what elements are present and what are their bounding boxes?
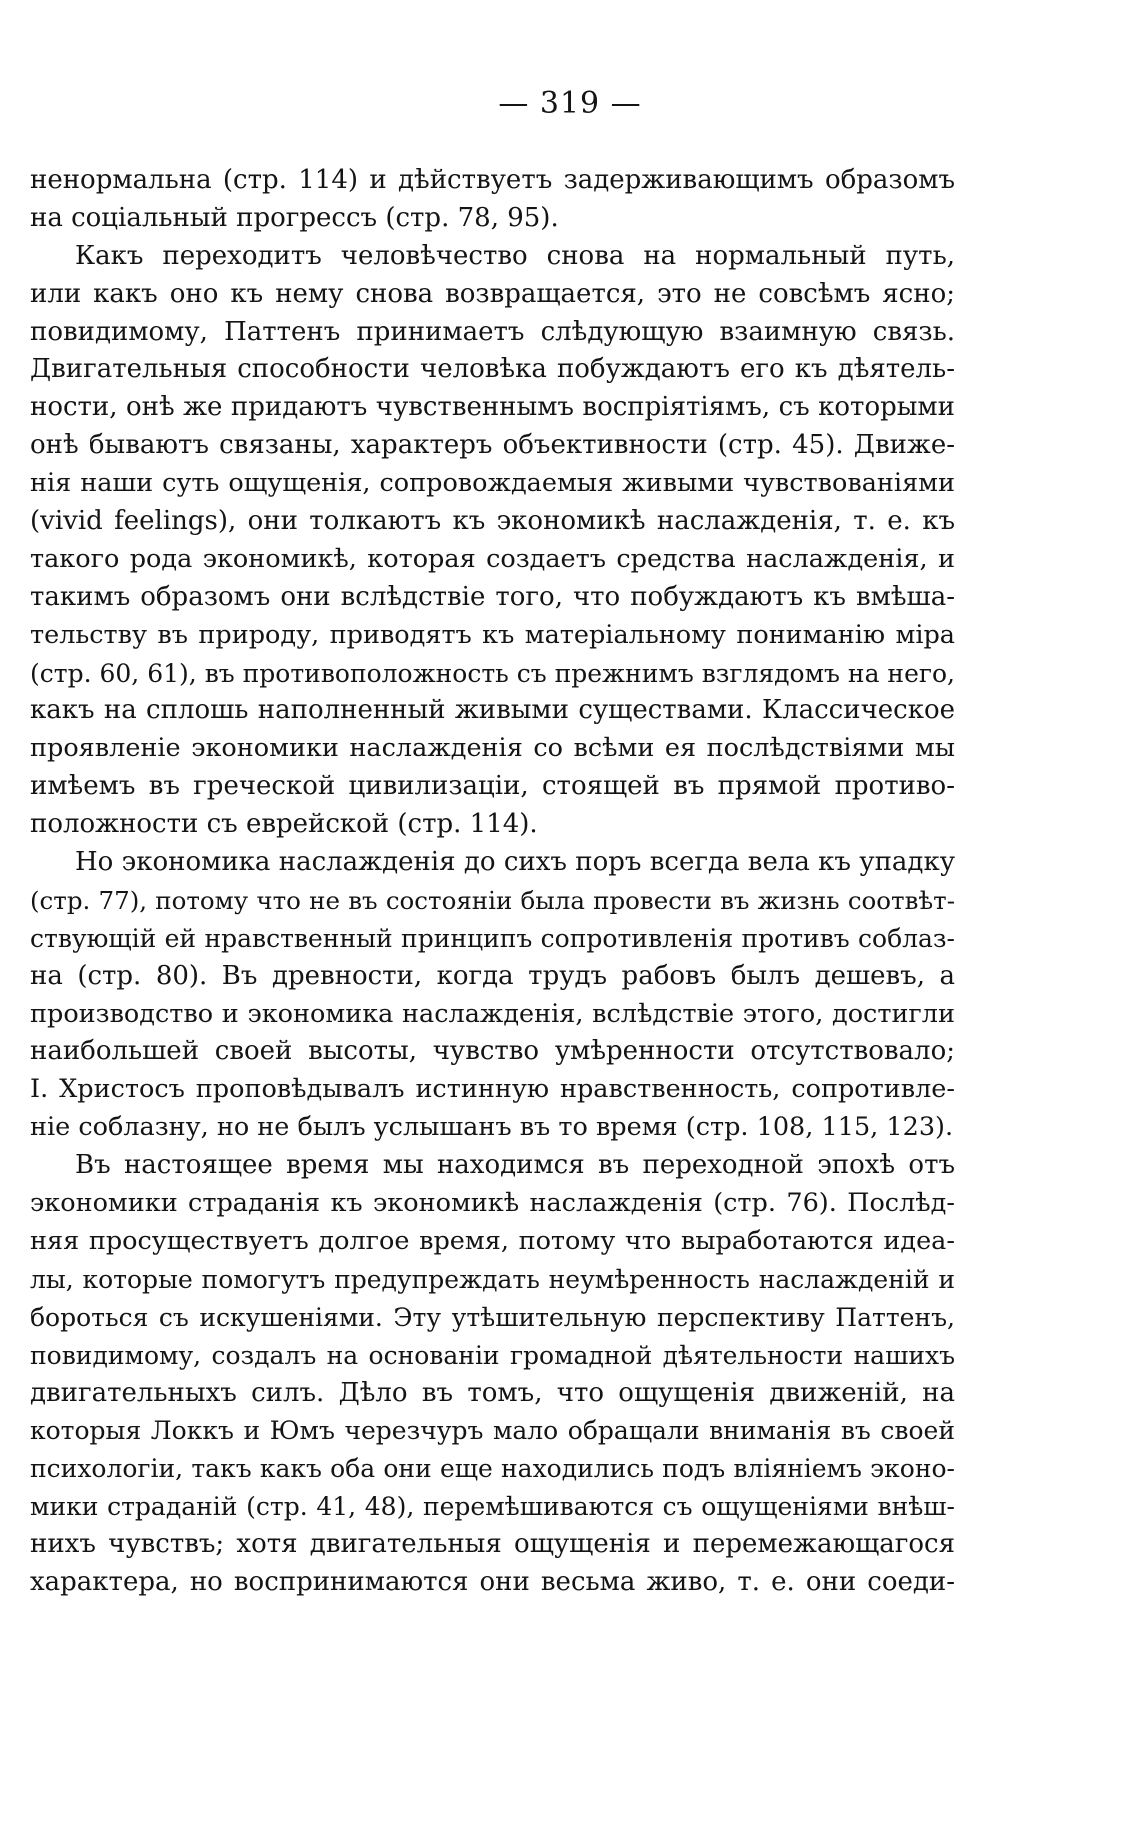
text-line: такимъ образомъ они вслѣдствіе того, что побуждаютъ къ вмѣша- (30, 581, 955, 612)
text-line: которыя Локкъ и Юмъ черезчуръ мало обращали вниманія въ своей (30, 1416, 955, 1446)
text-line: ніе соблазну, но не былъ услышанъ въ то время (стр. 108, 115, 123). (30, 1112, 954, 1143)
text-line: бороться съ искушеніями. Эту утѣшительную перспективу Паттенъ, (30, 1302, 955, 1332)
text-line: ненормальна (стр. 114) и дѣйствуетъ задерживающимъ образомъ (30, 165, 955, 195)
text-line: (vivid feelings), они толкаютъ къ экономикѣ наслажденія, т. е. къ (30, 506, 955, 537)
text-line: ствующій ей нравственный принципъ сопротивленія противъ соблаз- (30, 923, 955, 953)
text-line: характера, но воспринимаются они весьма живо, т. е. они соеди- (30, 1566, 955, 1597)
text-line: проявленіе экономики наслажденія со всѣми ея послѣдствіями мы (30, 733, 955, 764)
text-line: на (стр. 80). Въ древности, когда трудъ рабовъ былъ дешевъ, а (30, 960, 955, 991)
page-number: — 319 — (498, 86, 642, 121)
text-line: ности, онѣ же придаютъ чувственнымъ воспріятіямъ, съ которыми (30, 392, 955, 423)
text-line: производство и экономика наслажденія, вслѣдствіе этого, достигли (30, 998, 955, 1029)
text-line: Но экономика наслажденія до сихъ поръ всегда вела къ упадку (75, 847, 955, 878)
text-line: лы, которые помогутъ предупреждать неумѣренность наслажденій и (30, 1264, 955, 1294)
text-line: повидимому, создалъ на основаніи громадной дѣятельности нашихъ (30, 1340, 955, 1370)
text-line: такого рода экономикѣ, которая создаетъ средства наслажденія, и (30, 543, 955, 574)
text-line: тельству въ природу, приводятъ къ матеріальному пониманію міра (30, 619, 955, 650)
text-line: Въ настоящее время мы находимся въ переходной эпохѣ отъ (75, 1150, 955, 1181)
text-line: двигательныхъ силъ. Дѣло въ томъ, что ощущенія движеній, на (30, 1377, 955, 1408)
text-line: положности съ еврейской (стр. 114). (30, 809, 538, 840)
body-text (30, 162, 955, 1602)
text-line: мики страданій (стр. 41, 48), перемѣшиваются съ ощущеніями внѣш- (30, 1492, 955, 1522)
text-line: онѣ бываютъ связаны, характеръ объективности (стр. 45). Движе- (30, 430, 955, 461)
text-line: Какъ переходитъ человѣчество снова на нормальный путь, (75, 240, 955, 271)
text-line: нія наши суть ощущенія, сопровождаемыя живыми чувствованіями (30, 468, 955, 499)
text-line: няя просуществуетъ долгое время, потому что выработаются идеа- (30, 1225, 955, 1256)
text-line: экономики страданія къ экономикѣ наслажденія (стр. 76). Послѣд- (30, 1188, 955, 1219)
text-line: повидимому, Паттенъ принимаетъ слѣдующую взаимную связь. (30, 316, 955, 347)
text-line: (стр. 77), потому что не въ состояніи была провести въ жизнь соотвѣт- (30, 885, 955, 915)
text-line: (стр. 60, 61), въ противоположность съ прежнимъ взглядомъ на него, (30, 658, 955, 688)
text-line: психологіи, такъ какъ оба они еще находились подъ вліяніемъ эконо- (30, 1454, 955, 1484)
text-line: какъ на сплошь наполненный живыми существами. Классическое (30, 695, 955, 726)
text-line: нихъ чувствъ; хотя двигательныя ощущенія и перемежающагося (30, 1529, 955, 1560)
text-line: на соціальный прогрессъ (стр. 78, 95). (30, 202, 559, 233)
text-line: имѣемъ въ греческой цивилизаціи, стоящей въ прямой противо- (30, 771, 955, 802)
text-line: наибольшей своей высоты, чувство умѣренности отсутствовало; (30, 1036, 955, 1067)
text-line: І. Христосъ проповѣдывалъ истинную нравственность, сопротивле- (30, 1074, 955, 1105)
text-line: Двигательныя способности человѣка побуждаютъ его къ дѣятель- (30, 354, 955, 385)
text-line: или какъ оно къ нему снова возвращается, это не совсѣмъ ясно; (30, 278, 955, 309)
